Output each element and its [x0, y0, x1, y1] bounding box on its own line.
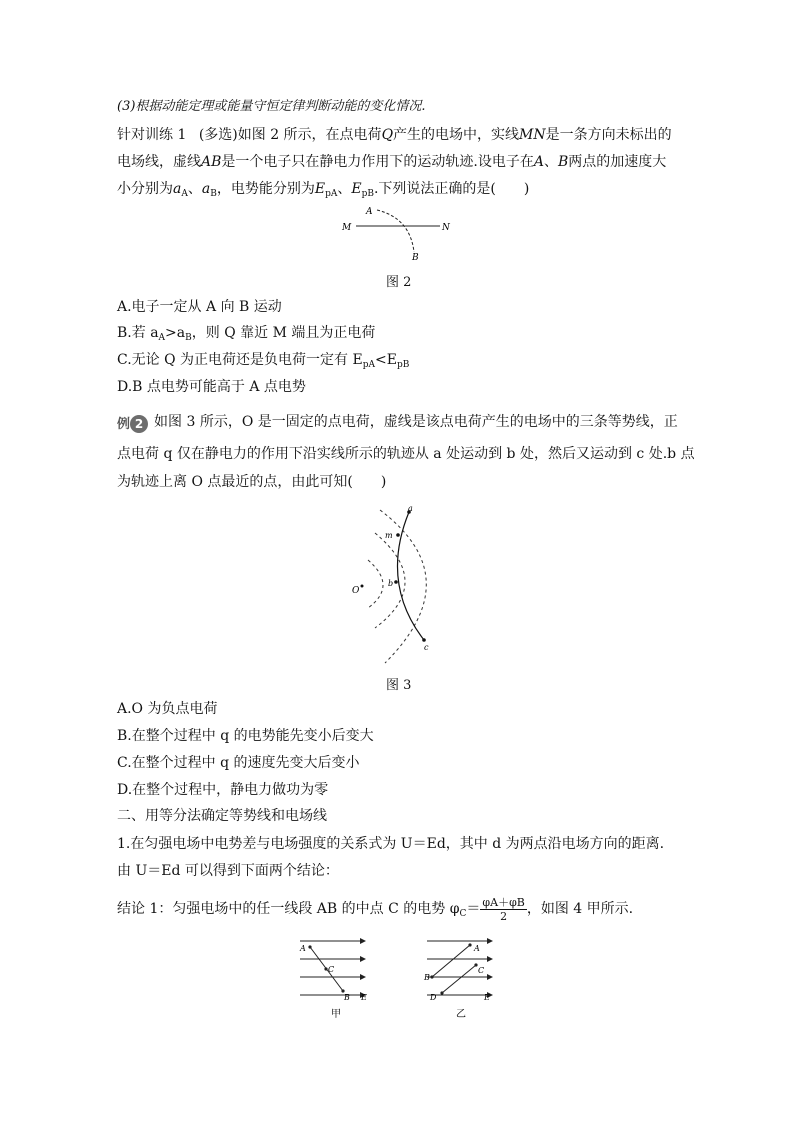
point-A	[468, 943, 471, 946]
var-B: B	[557, 154, 569, 170]
text: ＝	[466, 901, 481, 917]
sub: pB	[361, 189, 374, 199]
point-O	[361, 585, 364, 588]
text: >a	[165, 325, 186, 341]
practice-text-end: 是一条方向未标出的	[545, 127, 672, 143]
practice-text: 如图 2 所示，在点电荷	[237, 127, 382, 143]
point-c	[422, 638, 426, 642]
sep: 、	[187, 181, 202, 197]
practice-text-mid: 产生的电场中，实线	[393, 127, 520, 143]
option-B	[117, 324, 375, 347]
text: C.无论 Q 为正电荷还是负电荷一定有 E	[117, 352, 363, 368]
figure-3	[340, 498, 450, 668]
var-a: a	[201, 181, 211, 197]
text: 是一个电子只在静电力作用下的运动轨迹.设电子在	[221, 154, 534, 170]
label-A: A	[300, 944, 306, 953]
label-M: M	[342, 223, 352, 233]
option2-B: B.在整个过程中 q 的电势能先变小后变大	[117, 728, 374, 744]
text: <E	[374, 352, 397, 368]
example-label: 例	[117, 417, 131, 432]
label-a: a	[408, 504, 413, 513]
label-B: B	[424, 973, 430, 982]
var-MN: MN	[519, 127, 546, 143]
var-AB: AB	[201, 154, 222, 170]
text: 结论 1：匀强电场中的任一线段 AB 的中点 C 的电势 φ	[117, 901, 460, 917]
sep: 、	[543, 154, 558, 170]
sep: 、	[337, 181, 352, 197]
trajectory-AB	[377, 210, 414, 252]
figure-2	[330, 200, 470, 266]
sub: A	[181, 189, 188, 199]
sub: pA	[325, 189, 338, 199]
text: 如图 3 所示，O 是一固定的点电荷，虚线是该点电荷产生的电场中的三条等势线，正	[154, 414, 678, 430]
text: ，则 Q 靠近 M 端且为正电荷	[191, 325, 376, 341]
text: ，电势能分别为	[216, 181, 315, 197]
example-number: 2	[130, 415, 148, 433]
label-m: m	[385, 531, 393, 540]
example-2-line-3: 为轨迹上离 O 点最近的点，由此可知( )	[117, 474, 387, 490]
option2-A: A.O 为负点电荷	[117, 701, 218, 717]
caption-jia: 甲	[331, 1009, 341, 1020]
point-D	[440, 991, 443, 994]
practice-label: 针对训练 1	[117, 127, 187, 143]
sub: A	[158, 333, 166, 343]
sub: C	[459, 909, 467, 919]
figure-4-right	[422, 935, 502, 1023]
sub: B	[210, 189, 217, 199]
label-B: B	[412, 253, 419, 263]
label-A: A	[474, 944, 480, 953]
segment-AB	[432, 945, 470, 977]
fraction	[480, 896, 526, 923]
text: .下列说法正确的是( )	[373, 181, 530, 197]
sub: pB	[396, 360, 410, 370]
segment-CD	[442, 965, 476, 993]
var-A: A	[533, 154, 544, 170]
multi-choice-tag: (多选)	[198, 127, 238, 143]
option2-C: C.在整个过程中 q 的速度先变大后变小	[117, 755, 360, 771]
var-E: E	[314, 181, 326, 197]
text: ，如图 4 甲所示.	[526, 901, 634, 917]
equipotential-inner	[368, 560, 383, 608]
fraction-numerator: φA＋φB	[482, 895, 525, 909]
figure-4-left	[295, 935, 375, 1023]
text: 电场线，虚线	[117, 154, 201, 170]
label-B: B	[344, 993, 350, 1002]
example-2-line-1	[117, 413, 678, 434]
label-O: O	[352, 586, 360, 596]
var-E: E	[351, 181, 362, 197]
option-A: A.电子一定从 A 向 B 运动	[117, 299, 282, 315]
option-C	[117, 351, 409, 374]
label-C: C	[328, 965, 335, 974]
point-b	[394, 580, 398, 584]
option-D: D.B 点电势可能高于 A 点电势	[117, 379, 306, 395]
label-A: A	[366, 207, 373, 217]
section-2-heading: 二、用等分法确定等势线和电场线	[117, 808, 327, 824]
paragraph-3: (3)根据动能定理或能量守恒定律判断动能的变化情况.	[117, 99, 426, 114]
text: B.若 a	[117, 325, 159, 341]
label-D: D	[430, 993, 437, 1002]
figure-2-caption: 图 2	[386, 275, 412, 290]
example-badge	[117, 415, 148, 434]
option2-D: D.在整个过程中，静电力做功为零	[117, 782, 329, 798]
text: 小分别为	[117, 181, 173, 197]
section-2-para-1: 1.在匀强电场中电势差与电场强度的关系式为 U＝Ed，其中 d 为两点沿电场方向的距离.	[117, 836, 665, 852]
trajectory	[397, 512, 424, 640]
point-B	[430, 975, 433, 978]
label-b: b	[388, 579, 394, 588]
text: 两点的加速度大	[568, 154, 667, 170]
label-c: c	[424, 643, 429, 652]
practice-line-1	[117, 126, 672, 144]
practice-line-2	[117, 153, 666, 171]
point-A	[308, 945, 311, 948]
label-N: N	[442, 223, 450, 233]
point-m	[396, 533, 400, 537]
sub: pA	[362, 360, 375, 370]
conclusion-1	[117, 894, 633, 929]
label-E: E	[484, 993, 490, 1002]
example-2-line-2: 点电荷 q 仅在静电力的作用下沿实线所示的轨迹从 a 处运动到 b 处，然后又运动到 c 处.b 点	[117, 446, 695, 462]
label-C: C	[478, 966, 485, 975]
caption-yi: 乙	[456, 1009, 466, 1020]
var-Q: Q	[381, 127, 394, 143]
fraction-denominator: 2	[500, 909, 508, 923]
figure-3-caption: 图 3	[386, 678, 412, 693]
sub: B	[185, 333, 192, 343]
var-a: a	[173, 181, 182, 197]
label-E: E	[361, 993, 367, 1002]
section-2-para-2: 由 U＝Ed 可以得到下面两个结论：	[117, 863, 339, 879]
